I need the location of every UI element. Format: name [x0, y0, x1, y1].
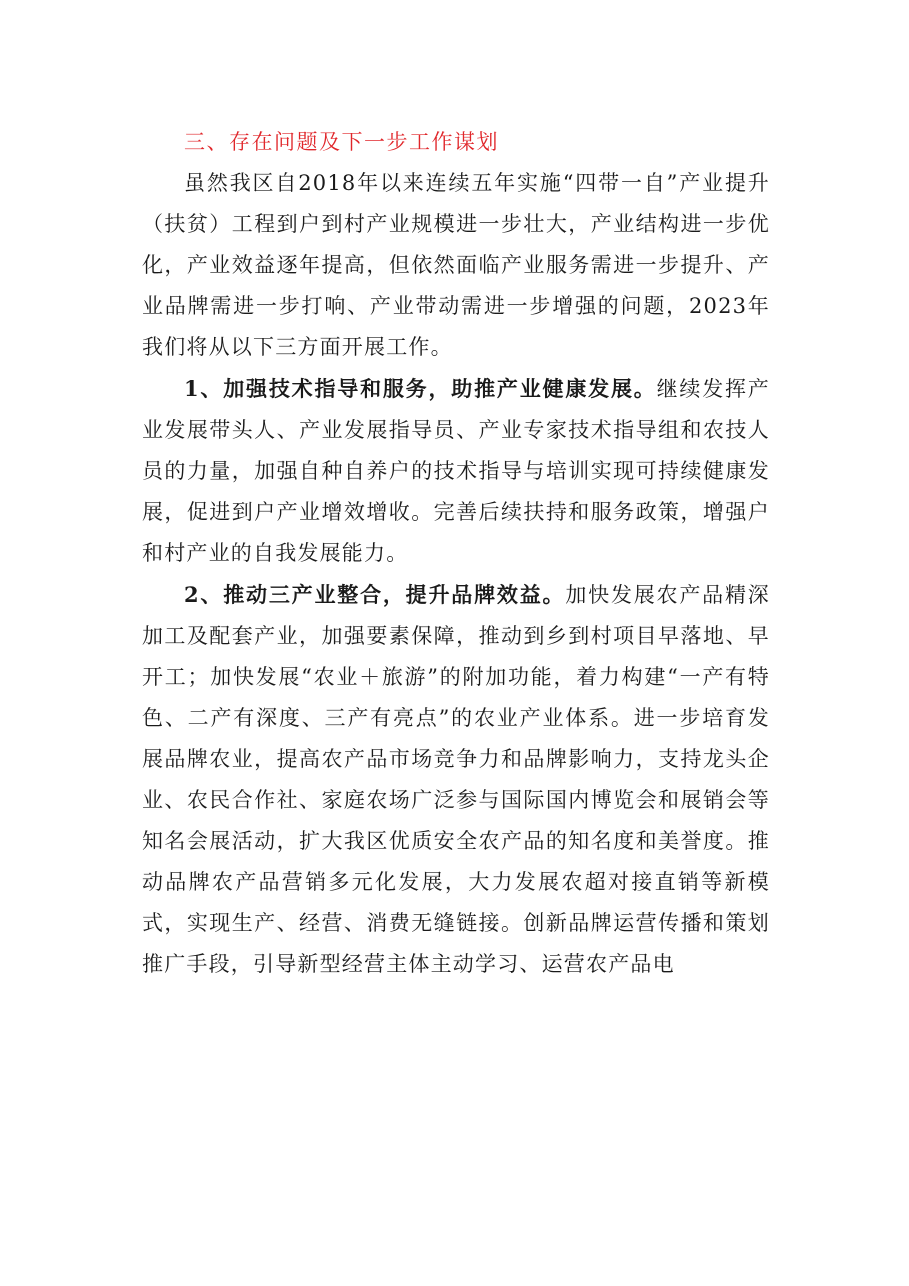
item-2-body: 加快发展农产品精深加工及配套产业，加强要素保障，推动到乡到村项目早落地、早开工；加快发展“农业＋旅游”的附加功能，着力构建“一产有特色、二产有深度、三产有亮点”的农业产业体系。进一步培育发展品牌农业，提高农产品市场竞争力和品牌影响力，支持龙头企业、农民合作社、家庭农场广泛参与国际国内博览会和展销会等知名会展活动，扩大我区优质安全农产品的知名度和美誉度。推动品牌农产品营销多元化发展，大力发展农超对接直销等新模式，实现生产、经营、消费无缝链接。创新品牌运营传播和策划推广手段，引导新型经营主体主动学习、运营农产品电 [142, 583, 770, 976]
document-page [142, 122, 770, 985]
item-1-paragraph [142, 368, 770, 574]
item-2-title: 2、推动三产业整合，提升品牌效益。 [184, 582, 566, 607]
item-1-title: 1、加强技术指导和服务，助推产业健康发展。 [184, 376, 657, 401]
item-1-body: 继续发挥产业发展带头人、产业发展指导员、产业专家技术指导组和农技人员的力量，加强自种自养户的技术指导与培训实现可持续健康发展，促进到户产业增效增收。完善后续扶持和服务政策，增强户和村产业的自我发展能力。 [142, 377, 771, 565]
intro-paragraph: 虽然我区自2018年以来连续五年实施“四带一自”产业提升（扶贫）工程到户到村产业规模进一步壮大，产业结构进一步优化，产业效益逐年提高，但依然面临产业服务需进一步提升、产业品牌需进一步打响、产业带动需进一步增强的问题，2023年我们将从以下三方面开展工作。 [142, 171, 770, 359]
item-2-paragraph [142, 574, 770, 985]
section-heading: 三、存在问题及下一步工作谋划 [184, 130, 499, 154]
